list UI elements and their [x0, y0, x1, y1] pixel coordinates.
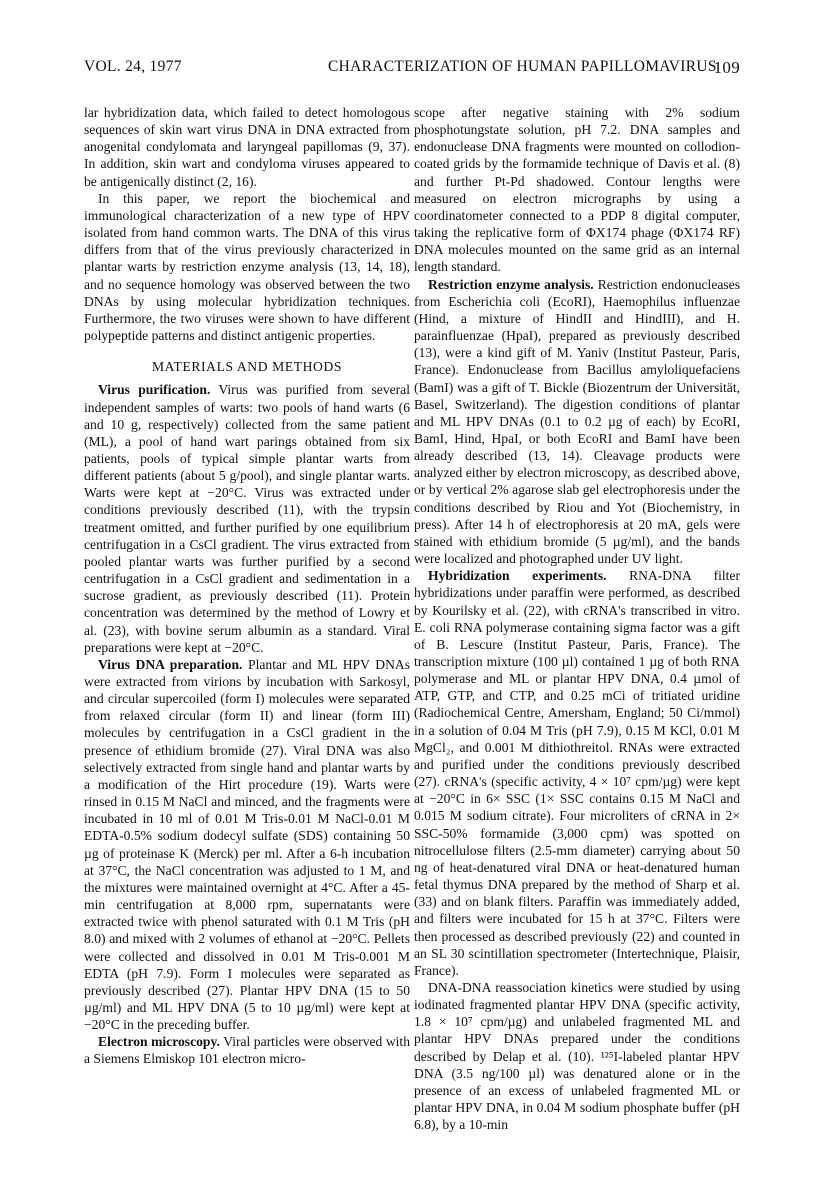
paragraph-text: Restriction endonucleases from Escherichia coli (EcoRI), Haemophilus influenzae (Hind, a mixture of HindII and HindIII), and H. parainfluenzae (HpaI), prepared as previously described (13), were a kind gift of M. Yaniv (Institut Pasteur, Paris, France). Endonuclease from Bacillus amyloliquefaciens (BamI) was a gift of T. Bickle (Biozentrum der Universität, Basel, Switzerland). The digestion conditions of plantar and ML HPV DNAs (0.1 to 0.2 µg of each) by EcoRI, BamI, Hind, HpaI, or both EcoRI and BamI have been already described (13, 14). Cleavage products were analyzed either by electron microscopy, as described above, or by vertical 2% agarose slab gel electrophoresis under the conditions described by Riou and Yot (Biochemistry, in press). After 14 h of electrophoresis at 20 mA, gels were stained with ethidium bromide (5 µg/ml), and the bands were localized and photographed under UV light.: [414, 276, 740, 567]
reassociation-paragraph: DNA-DNA reassociation kinetics were studied by using iodinated fragmented plantar HPV DNA (specific activity, 1.8 × 10⁷ cpm/µg) and unlabeled fragmented ML and plantar HPV DNAs prepared under the conditions described by Delap et al. (10). ¹²⁵I-labeled plantar HPV DNA (3.5 ng/100 µl) was denatured alone or in the presence of an excess of unlabeled fragmented ML or plantar HPV DNA, in 0.04 M sodium phosphate buffer (pH 6.8), by a 10-min: [414, 979, 740, 1133]
intro-paragraph-continued: lar hybridization data, which failed to detect homologous sequences of skin wart virus DNA in DNA extracted from anogenital condylomata and laryngeal papillomas (9, 37). In addition, skin wart and condyloma viruses appeared to be antigenically distinct (2, 16).: [84, 105, 410, 189]
run-in-heading: Electron microscopy.: [98, 1034, 220, 1050]
electron-microscopy-continued: scope after negative staining with 2% sodium phosphotungstate solution, pH 7.2. DNA samples and endonuclease DNA fragments were mounted on collodion-coated grids by the formamide technique of Davis et al. (8) and further Pt-Pd shadowed. Contour lengths were measured on electron micrographs by using a coordinatometer connected to a PDP 8 digital computer, taking the replicative form of ΦX174 phage (ΦX174 RF) DNA molecules mounted on the same grid as an internal length standard.: [414, 105, 740, 275]
virus-purification-paragraph: [84, 381, 410, 656]
paragraph-text: Plantar and ML HPV DNAs were extracted from virions by incubation with Sarkosyl, and circular supercoiled (form I) molecules were separated from relaxed circular (form II) and linear (form III) molecules by centrifugation in a CsCl gradient in the presence of ethidium bromide (27). Viral DNA was also selectively extracted from single hand and plantar warts by a modification of the Hirt procedure (19). Warts were rinsed in 0.15 M NaCl and minced, and the fragments were incubated in 10 ml of 0.01 M Tris-0.01 M NaCl-0.01 M EDTA-0.5% sodium dodecyl sulfate (SDS) containing 50 µg of proteinase K (Merck) per ml. After a 6-h incubation at 37°C, the NaCl concentration was adjusted to 1 M, and the mixtures were maintained overnight at 4°C. After a 45-min centrifugation at 8,000 rpm, supernatants were extracted twice with phenol saturated with 0.1 M Tris (pH 8.0) and mixed with 2 volumes of ethanol at −20°C. Pellets were collected and dissolved in 0.01 M Tris-0.001 M EDTA (pH 7.9). Form I molecules were separated as previously described (27). Plantar HPV DNA (15 to 50 µg/ml) and ML HPV DNA (5 to 10 µg/ml) were kept at −20°C in the preceding buffer.: [84, 656, 411, 1033]
paragraph-text: RNA-DNA filter hybridizations under paraffin were performed, as described by Kourilsky et al. (22), with cRNA's transcribed in vitro. E. coli RNA polymerase containing sigma factor was a gift of B. Lescure (Institut Pasteur, Paris, France). The transcription mixture (100 µl) contained 1 µg of both RNA polymerase and ML or plantar HPV DNA, 0.4 µmol of ATP, GTP, and CTP, and 0.25 mCi of tritiated uridine (Radiochemical Centre, Amersham, England; 50 Ci/mmol) in a solution of 0.04 M Tris (pH 7.9), 0.15 M KCl, 0.01 M MgCl₂, and 0.001 M dithiothreitol. RNAs were extracted and purified under the conditions previously described (27). cRNA's (specific activity, 4 × 10⁷ cpm/µg) were kept at −20°C in 6× SSC (1× SSC contains 0.15 M NaCl and 0.015 M sodium citrate). Four microliters of cRNA in 2× SSC-50% formamide (3,000 cpm) was spotted on nitrocellulose filters (2.5-mm diameter) carrying about 50 ng of heat-denatured viral DNA or heat-denatured human fetal thymus DNA prepared by the method of Sharp et al. (33) and on blank filters. Paraffin was immediately added, and filters were incubated for 15 h at 37°C. Filters were then processed as described previously (22) and counted in an SL 30 scintillation spectrometer (Intertechnique, Plaisir, France).: [414, 568, 740, 978]
running-header: [84, 58, 740, 84]
run-in-heading: Hybridization experiments.: [428, 568, 607, 584]
virus-dna-paragraph: [84, 656, 410, 1033]
left-column: [84, 104, 410, 1068]
run-in-heading: Restriction enzyme analysis.: [428, 276, 594, 292]
run-in-heading: Virus DNA preparation.: [98, 656, 243, 672]
hybridization-paragraph: [414, 567, 740, 979]
page-number: 109: [713, 58, 740, 77]
intro-paragraph: In this paper, we report the biochemical and immunological characterization of a new type of HPV isolated from hand common warts. The DNA of this virus differs from that of the virus previously characterized in plantar warts by restriction enzyme analysis (13, 14, 18), and no sequence homology was observed between the two DNAs by using molecular hybridization techniques. Furthermore, the two viruses were shown to have different polypeptide patterns and distinct antigenic properties.: [84, 190, 410, 344]
right-column: [414, 104, 740, 1133]
running-title: CHARACTERIZATION OF HUMAN PAPILLOMAVIRUS: [328, 58, 717, 75]
electron-microscopy-paragraph: [84, 1033, 410, 1067]
volume-label: VOL. 24, 1977: [84, 58, 182, 75]
restriction-enzyme-paragraph: [414, 276, 740, 568]
paragraph-text: Viral particles were observed with a Siemens Elmiskop 101 electron micro-: [84, 1034, 411, 1067]
run-in-heading: Virus purification.: [98, 382, 211, 398]
section-heading: MATERIALS AND METHODS: [151, 359, 343, 375]
paragraph-text: Virus was purified from several independent samples of warts: two pools of hand warts (6 and 10 g, respectively) collected from the same patient (ML), a pool of hand wart parings obtained from six patients, pools of typical simple plantar warts from different patients (about 5 g/pool), and single plantar warts. Warts were kept at −20°C. Virus was extracted under conditions previously described (11), with the trypsin treatment omitted, and further purified by one equilibrium centrifugation in a CsCl gradient. The virus extracted from pooled plantar warts was further purified by a second centrifugation in a CsCl gradient and sedimentation in a sucrose gradient, as previously described (11). Protein concentration was determined by the method of Lowry et al. (23), with bovine serum albumin as a standard. Viral preparations were kept at −20°C.: [84, 382, 410, 655]
